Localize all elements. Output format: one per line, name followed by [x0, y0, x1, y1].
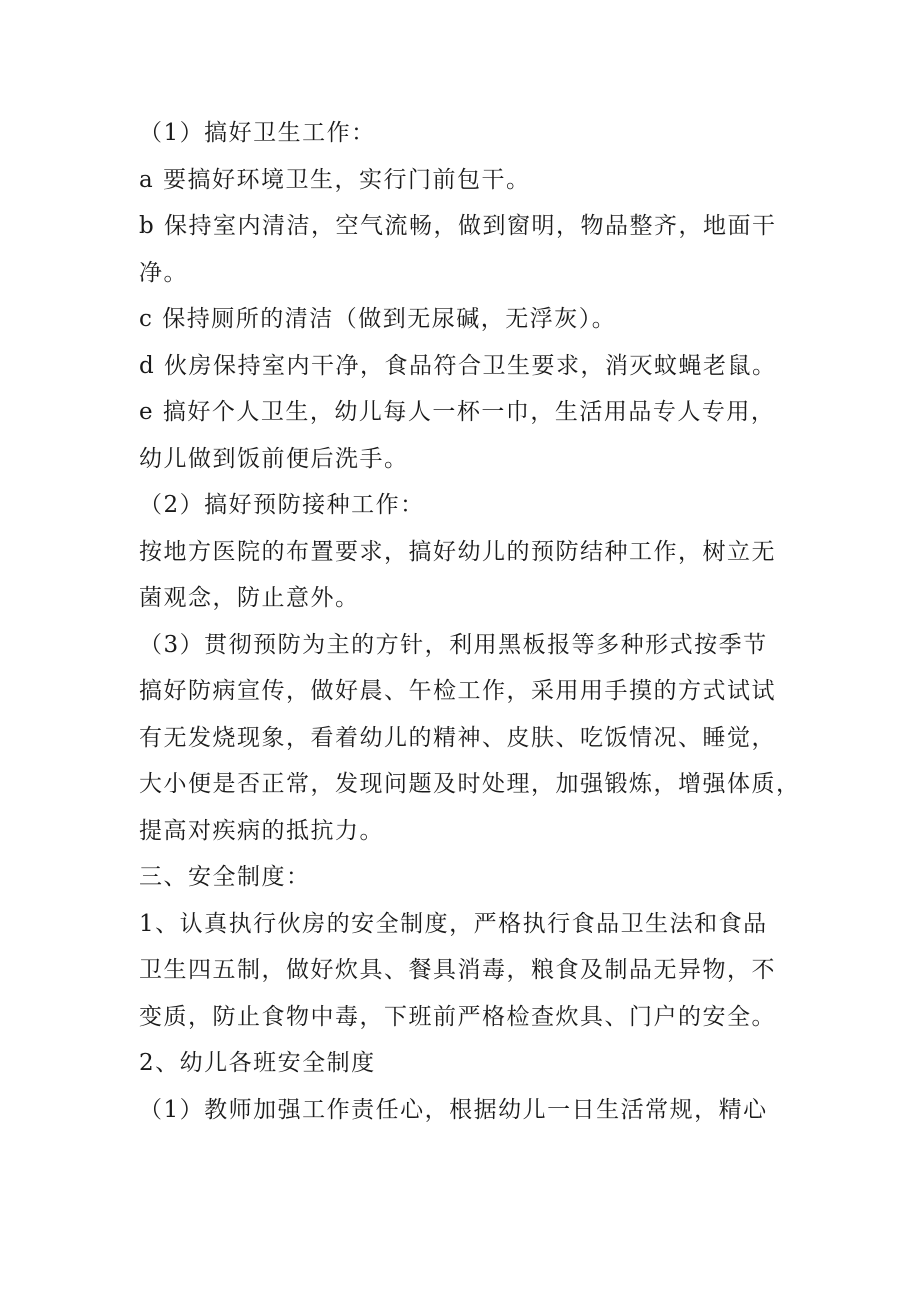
- prevention-paragraph-line-2: 搞好防病宣传，做好晨、午检工作，采用用手摸的方式试试: [139, 678, 776, 704]
- prevention-paragraph-line-3: 有无发烧现象，看着幼儿的精神、皮肤、吃饭情况、睡觉，: [139, 724, 776, 751]
- safety-item-1: 1、认真执行伙房的安全制度，严格执行食品卫生法和食品: [139, 910, 768, 937]
- prevention-paragraph-line-4: 大小便是否正常，发现问题及时处理，加强锻炼，增强体质，: [139, 771, 801, 797]
- vaccination-paragraph-continued: 菌观念，防止意外。: [139, 585, 360, 611]
- safety-item-2: 2、幼儿各班安全制度: [139, 1050, 376, 1076]
- list-item-b: b 保持室内清洁，空气流畅，做到窗明，物品整齐，地面干: [139, 213, 777, 239]
- section-heading-hygiene: （1）搞好卫生工作：: [139, 120, 376, 146]
- vaccination-paragraph: 按地方医院的布置要求，搞好幼儿的预防结种工作，树立无: [139, 538, 776, 565]
- safety-item-1-line-3: 变质，防止食物中毒，下班前严格检查炊具、门户的安全。: [139, 1003, 776, 1030]
- prevention-paragraph: （3）贯彻预防为主的方针，利用黑板报等多种形式按季节: [139, 631, 768, 658]
- list-item-e-continued: 幼儿做到饭前便后洗手。: [139, 445, 409, 472]
- document-body: [139, 110, 819, 1133]
- list-item-e: e 搞好个人卫生，幼儿每人一杯一巾，生活用品专人专用，: [139, 399, 776, 425]
- safety-item-2-sub-1: （1）教师加强工作责任心，根据幼儿一日生活常规，精心: [139, 1096, 768, 1123]
- list-item-a: a 要搞好环境卫生，实行门前包干。: [139, 166, 531, 193]
- safety-item-1-line-2: 卫生四五制，做好炊具、餐具消毒，粮食及制品无异物，不: [139, 957, 776, 983]
- list-item-c: c 保持厕所的清洁（做到无尿碱，无浮灰）。: [139, 306, 617, 332]
- section-heading-vaccination: （2）搞好预防接种工作：: [139, 492, 425, 518]
- section-heading-safety: 三、安全制度：: [139, 864, 311, 890]
- list-item-b-continued: 净。: [139, 259, 188, 286]
- list-item-d: d 伙房保持室内干净，食品符合卫生要求，消灭蚊蝇老鼠。: [139, 352, 777, 379]
- prevention-paragraph-line-5: 提高对疾病的抵抗力。: [139, 817, 384, 844]
